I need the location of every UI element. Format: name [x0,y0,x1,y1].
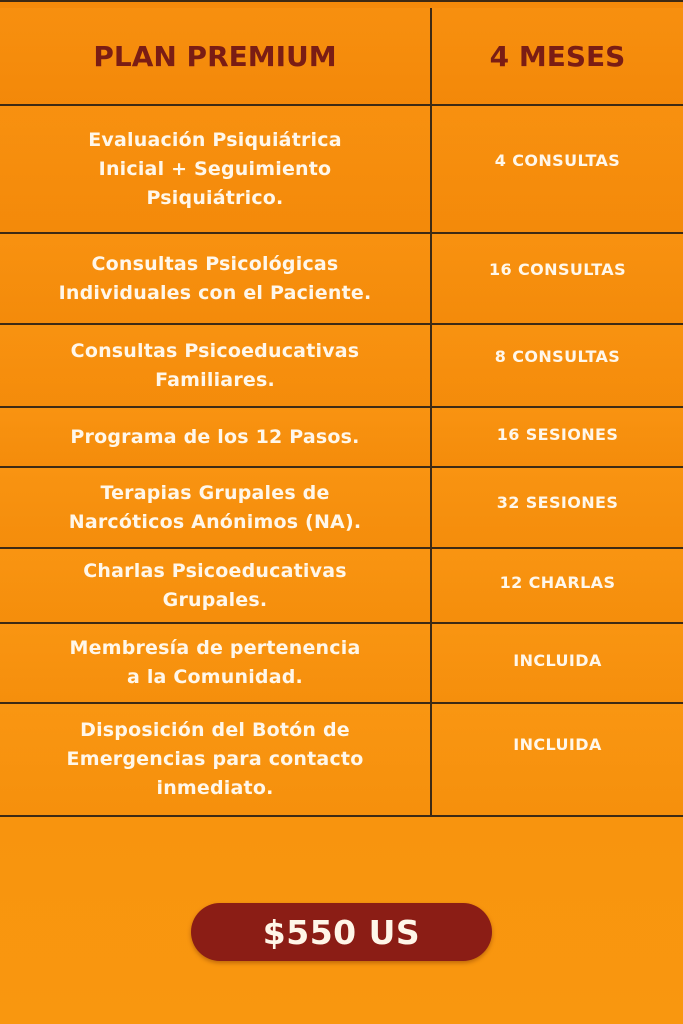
table-row [0,325,683,408]
price-badge [191,903,492,961]
service-label: Membresía de pertenencia a la Comunidad. [0,624,432,702]
service-label: Terapias Grupales de Narcóticos Anónimos (NA). [0,468,432,547]
price-label: $550 US [262,912,421,952]
table-row [0,106,683,234]
duration-title: 4 MESES [489,39,626,73]
service-label: Consultas Psicoeducativas Familiares. [0,325,432,406]
plan-title: PLAN PREMIUM [0,8,432,104]
service-quantity: 12 CHARLAS [499,573,616,592]
table-row [0,408,683,468]
table-row [0,234,683,325]
service-quantity: 16 SESIONES [496,424,619,444]
service-quantity: INCLUIDA [513,735,602,754]
table-header-row [0,8,683,106]
service-quantity: 4 CONSULTAS [494,150,621,170]
service-label: Programa de los 12 Pasos. [0,408,432,466]
table-row [0,549,683,624]
service-quantity: INCLUIDA [513,650,602,670]
service-label: Consultas Psicológicas Individuales con el Paciente. [0,234,432,323]
service-label: Charlas Psicoeducativas Grupales. [0,549,432,622]
table-row [0,624,683,704]
service-quantity: 32 SESIONES [496,493,619,512]
service-quantity: 16 CONSULTAS [488,260,626,279]
service-label: Disposición del Botón de Emergencias para contacto inmediato. [0,704,432,815]
service-label: Evaluación Psiquiátrica Inicial + Seguimiento Psiquiátrico. [0,106,432,232]
table-row [0,468,683,549]
service-quantity: 8 CONSULTAS [494,347,621,366]
table-row [0,704,683,817]
